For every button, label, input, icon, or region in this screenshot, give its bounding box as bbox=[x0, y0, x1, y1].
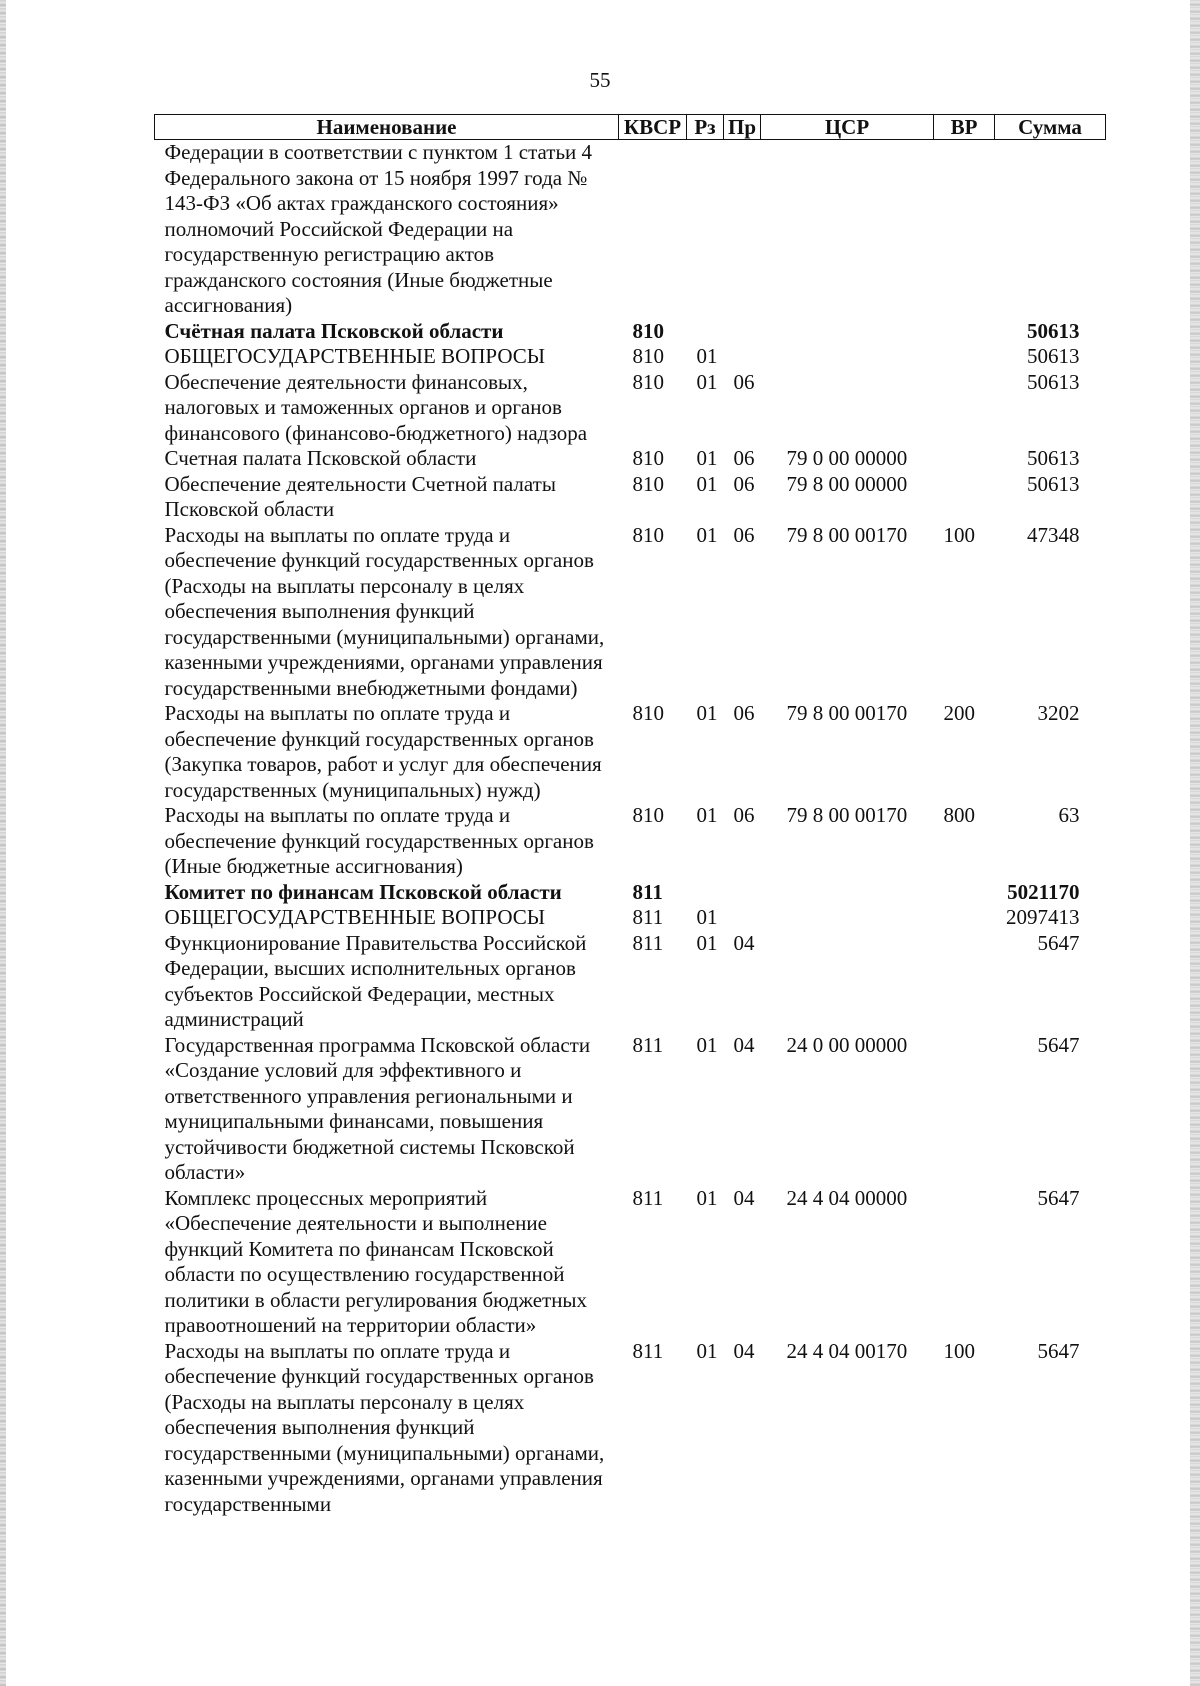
budget-table bbox=[154, 114, 1106, 1517]
cell-sum: 5647 bbox=[1037, 1185, 1080, 1210]
cell-name: Функционирование Правительства Российской Федерации, высших исполнительных органов субъектов Российской Федерации, местных администраций bbox=[164, 930, 587, 1031]
cell-pr: 06 bbox=[733, 522, 755, 547]
cell-kvsr bbox=[619, 140, 687, 319]
cell-rz: 01 bbox=[696, 1338, 718, 1363]
cell-pr bbox=[724, 319, 761, 345]
cell-sum: 2097413 bbox=[1006, 905, 1080, 929]
cell-kvsr: 811 bbox=[632, 930, 664, 955]
cell-kvsr: 810 bbox=[632, 471, 664, 496]
cell-pr bbox=[724, 140, 761, 319]
cell-csr bbox=[761, 319, 934, 345]
table-row bbox=[155, 803, 1106, 880]
cell-name: Комитет по финансам Псковской области bbox=[164, 879, 562, 904]
cell-vr bbox=[934, 472, 995, 523]
cell-rz: 01 bbox=[696, 803, 718, 827]
cell-sum: 50613 bbox=[1027, 369, 1080, 394]
table-body bbox=[155, 140, 1106, 1518]
cell-csr bbox=[761, 905, 934, 931]
cell-vr bbox=[934, 931, 995, 1033]
cell-sum: 5647 bbox=[1037, 1032, 1080, 1057]
cell-csr: 79 8 00 00000 bbox=[786, 471, 908, 496]
cell-rz: 01 bbox=[696, 522, 718, 547]
scan-edge-left bbox=[0, 0, 6, 1686]
cell-sum bbox=[995, 140, 1106, 319]
cell-name: Расходы на выплаты по оплате труда и обеспечение функций государственных органов (Иные бюджетные ассигнования) bbox=[164, 803, 594, 878]
cell-kvsr: 811 bbox=[632, 1185, 664, 1210]
cell-pr: 06 bbox=[733, 803, 755, 827]
cell-sum: 5021170 bbox=[1007, 879, 1080, 904]
page-number: 55 bbox=[589, 68, 611, 92]
cell-vr bbox=[934, 905, 995, 931]
header-vr: ВР bbox=[934, 115, 995, 140]
table-row bbox=[155, 319, 1106, 345]
cell-sum: 50613 bbox=[1027, 318, 1080, 343]
table-row bbox=[155, 931, 1106, 1033]
cell-vr: 800 bbox=[943, 803, 975, 827]
cell-kvsr: 811 bbox=[632, 879, 663, 904]
cell-sum: 5647 bbox=[1037, 1338, 1080, 1363]
cell-vr bbox=[934, 319, 995, 345]
cell-vr: 100 bbox=[943, 522, 975, 547]
cell-name: Расходы на выплаты по оплате труда и обеспечение функций государственных органов (Расходы на выплаты персоналу в целях обеспечения выполнения функций государственными (муниципальными) органами, казенными учреждениями, органами управления государственными внебюджетными фондами) bbox=[164, 522, 605, 700]
cell-vr bbox=[934, 370, 995, 447]
cell-pr: 04 bbox=[733, 1032, 755, 1057]
cell-kvsr: 810 bbox=[632, 701, 664, 725]
cell-kvsr: 811 bbox=[632, 905, 664, 929]
table-row bbox=[155, 701, 1106, 803]
cell-rz: 01 bbox=[696, 1032, 718, 1057]
cell-vr bbox=[934, 446, 995, 472]
cell-csr: 79 8 00 00170 bbox=[786, 803, 908, 827]
table-row bbox=[155, 1033, 1106, 1186]
cell-sum: 63 bbox=[1058, 803, 1080, 827]
cell-vr bbox=[934, 1033, 995, 1186]
scan-edge-right bbox=[1190, 0, 1200, 1686]
cell-kvsr: 810 bbox=[632, 522, 664, 547]
table-row bbox=[155, 1339, 1106, 1518]
cell-name: Обеспечение деятельности Счетной палаты Псковской области bbox=[164, 471, 556, 521]
header-sum: Сумма bbox=[995, 115, 1106, 140]
cell-rz bbox=[687, 319, 724, 345]
cell-sum: 50613 bbox=[1027, 471, 1080, 496]
cell-pr: 04 bbox=[733, 930, 755, 955]
cell-name: ОБЩЕГОСУДАРСТВЕННЫЕ ВОПРОСЫ bbox=[164, 344, 546, 368]
cell-kvsr: 810 bbox=[632, 369, 664, 394]
cell-csr: 24 4 04 00000 bbox=[786, 1185, 908, 1210]
cell-name: Счётная палата Псковской области bbox=[164, 318, 504, 343]
table-row bbox=[155, 1186, 1106, 1339]
cell-vr bbox=[934, 1186, 995, 1339]
table-header-row bbox=[155, 115, 1106, 140]
cell-kvsr: 810 bbox=[632, 318, 664, 343]
table-row bbox=[155, 523, 1106, 702]
cell-kvsr: 811 bbox=[632, 1338, 664, 1363]
cell-vr bbox=[934, 880, 995, 906]
table-row bbox=[155, 344, 1106, 370]
cell-csr: 79 0 00 00000 bbox=[786, 446, 908, 470]
cell-vr: 200 bbox=[943, 701, 975, 725]
cell-csr: 79 8 00 00170 bbox=[786, 701, 908, 725]
cell-vr: 100 bbox=[943, 1338, 975, 1363]
cell-csr bbox=[761, 370, 934, 447]
table-row bbox=[155, 905, 1106, 931]
cell-rz: 01 bbox=[696, 905, 718, 929]
cell-name: Обеспечение деятельности финансовых, налоговых и таможенных органов и органов финансового (финансово-бюджетного) надзора bbox=[164, 369, 588, 445]
table-row bbox=[155, 446, 1106, 472]
cell-pr: 06 bbox=[733, 369, 755, 394]
cell-csr bbox=[761, 931, 934, 1033]
header-name: Наименование bbox=[155, 115, 619, 140]
cell-rz bbox=[687, 140, 724, 319]
cell-pr: 04 bbox=[733, 1338, 755, 1363]
cell-pr: 06 bbox=[733, 446, 755, 470]
cell-rz: 01 bbox=[696, 1185, 718, 1210]
cell-rz: 01 bbox=[696, 701, 718, 725]
table-row bbox=[155, 140, 1106, 319]
cell-vr bbox=[934, 344, 995, 370]
cell-kvsr: 810 bbox=[632, 803, 664, 827]
cell-pr: 06 bbox=[733, 471, 755, 496]
cell-sum: 50613 bbox=[1027, 344, 1080, 368]
cell-rz: 01 bbox=[696, 344, 718, 368]
cell-pr bbox=[724, 344, 761, 370]
cell-rz: 01 bbox=[696, 471, 718, 496]
cell-csr: 79 8 00 00170 bbox=[786, 522, 908, 547]
cell-pr: 06 bbox=[733, 701, 755, 725]
cell-kvsr: 810 bbox=[632, 344, 664, 368]
cell-kvsr: 811 bbox=[632, 1032, 664, 1057]
cell-csr bbox=[761, 344, 934, 370]
header-kvsr: КВСР bbox=[619, 115, 687, 140]
cell-vr bbox=[934, 140, 995, 319]
cell-name: Государственная программа Псковской области «Создание условий для эффективного и ответственного управления региональными и муниципальными финансами, повышения устойчивости бюджетной системы Псковской области» bbox=[164, 1032, 591, 1184]
cell-csr: 24 4 04 00170 bbox=[786, 1338, 908, 1363]
cell-csr: 24 0 00 00000 bbox=[786, 1032, 908, 1057]
table-row bbox=[155, 370, 1106, 447]
cell-name: Расходы на выплаты по оплате труда и обеспечение функций государственных органов (Закупка товаров, работ и услуг для обеспечения государственных (муниципальных) нужд) bbox=[164, 701, 602, 802]
cell-sum: 5647 bbox=[1037, 930, 1080, 955]
cell-rz bbox=[687, 880, 724, 906]
cell-sum: 3202 bbox=[1037, 701, 1080, 725]
cell-sum: 47348 bbox=[1027, 522, 1080, 547]
header-pr: Пр bbox=[724, 115, 761, 140]
cell-sum: 50613 bbox=[1027, 446, 1080, 470]
cell-rz: 01 bbox=[696, 930, 718, 955]
header-rz: Рз bbox=[687, 115, 724, 140]
cell-pr bbox=[724, 880, 761, 906]
cell-rz: 01 bbox=[696, 369, 718, 394]
cell-csr bbox=[761, 880, 934, 906]
cell-pr bbox=[724, 905, 761, 931]
cell-csr bbox=[761, 140, 934, 319]
cell-kvsr: 810 bbox=[632, 446, 664, 470]
cell-name: Комплекс процессных мероприятий «Обеспечение деятельности и выполнение функций Комитета по финансам Псковской области по осуществлению государственной политики в области регулирования бюджетных правоотношений на территории области» bbox=[164, 1185, 588, 1337]
cell-name: Федерации в соответствии с пунктом 1 статьи 4 Федерального закона от 15 ноября 1997 года № 143-ФЗ «Об актах гражданского состояния» полномочий Российской Федерации на государственную регистрацию актов гражданского состояния (Иные бюджетные ассигнования) bbox=[164, 140, 593, 317]
header-csr: ЦСР bbox=[761, 115, 934, 140]
cell-pr: 04 bbox=[733, 1185, 755, 1210]
table-row bbox=[155, 472, 1106, 523]
cell-name: Расходы на выплаты по оплате труда и обеспечение функций государственных органов (Расходы на выплаты персоналу в целях обеспечения выполнения функций государственными (муниципальными) органами, казенными учреждениями, органами управления государственными bbox=[164, 1338, 605, 1516]
cell-rz: 01 bbox=[696, 446, 718, 470]
table-row bbox=[155, 880, 1106, 906]
cell-name: ОБЩЕГОСУДАРСТВЕННЫЕ ВОПРОСЫ bbox=[164, 905, 546, 929]
cell-name: Счетная палата Псковской области bbox=[164, 446, 477, 470]
